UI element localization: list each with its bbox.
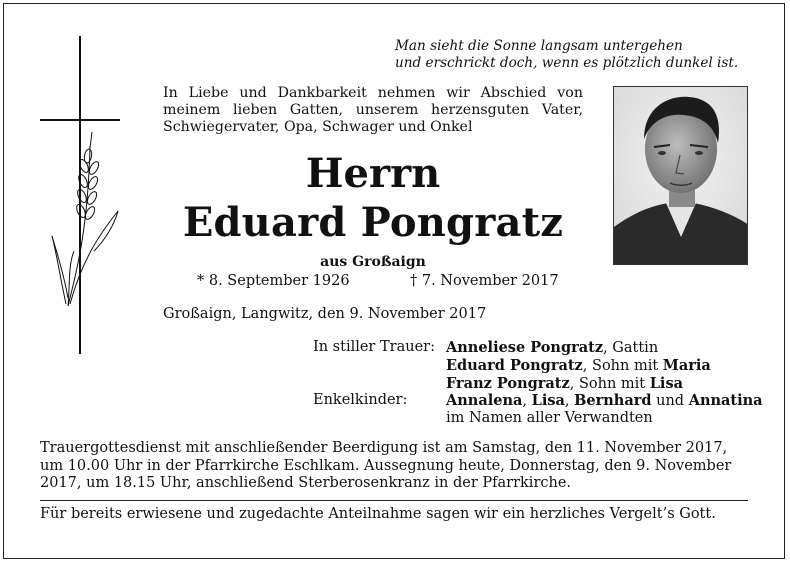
separator: und	[651, 393, 689, 409]
origin: aus Großaign	[320, 254, 426, 270]
motto-line-2: und erschrickt doch, wenn es plötzlich dunkel ist.	[395, 55, 739, 71]
portrait-icon	[614, 87, 748, 265]
mourner-partner: Lisa	[649, 375, 683, 392]
divider	[40, 500, 748, 501]
mourner-line-2	[446, 357, 711, 374]
cross-with-wheat-icon	[38, 36, 122, 356]
separator: ,	[522, 393, 532, 409]
grandchild-name: Annatina	[688, 392, 763, 409]
salutation: Herrn	[305, 150, 441, 197]
grandchild-name: Bernhard	[574, 392, 652, 409]
mourner-line-1	[446, 339, 658, 356]
service-details: Trauergottesdienst mit anschließender Beerdigung ist am Samstag, den 11. November 2017, um 10.00 Uhr in der Pfarrkirche Eschlkam. Aussegnung heute, Donnerstag, den 9. November 2017, um 18.15 Uhr, anschließend Sterberosenkranz in der Pfarrkirche.	[40, 440, 732, 492]
motto-line-1: Man sieht die Sonne langsam untergehen	[395, 38, 683, 54]
birth-date: * 8. September 1926	[197, 273, 350, 289]
mourner-name: Eduard Pongratz	[446, 357, 583, 374]
intro-text: In Liebe und Dankbarkeit nehmen wir Abschied von meinem lieben Gatten, unserem herzensguten Vater, Schwiegervater, Opa, Schwager und Onkel	[163, 85, 583, 135]
place-date: Großaign, Langwitz, den 9. November 2017	[163, 306, 487, 322]
mourner-partner: Maria	[662, 357, 711, 374]
separator: ,	[564, 393, 575, 409]
death-date: † 7. November 2017	[410, 273, 559, 289]
portrait-photo	[613, 86, 748, 265]
thanks-text: Für bereits erwiesene und zugedachte Anteilnahme sagen wir ein herzliches Vergelt’s Gott.	[40, 506, 716, 522]
mourner-relation: , Sohn mit	[582, 358, 663, 374]
deceased-name: Eduard Pongratz	[182, 199, 564, 246]
mourner-name: Anneliese Pongratz	[446, 339, 604, 356]
relatives-note: im Namen aller Verwandten	[446, 410, 653, 426]
mourner-relation: , Gattin	[603, 340, 659, 356]
mourner-name: Franz Pongratz	[446, 375, 570, 392]
mourner-relation: , Sohn mit	[569, 376, 650, 392]
mourner-line-3	[446, 375, 683, 392]
mourners-label: In stiller Trauer:	[313, 339, 435, 355]
grandchildren-names	[446, 392, 763, 409]
grandchildren-label: Enkelkinder:	[313, 392, 408, 408]
grandchild-name: Lisa	[531, 392, 565, 409]
motto	[395, 38, 738, 72]
grandchild-name: Annalena	[446, 392, 523, 409]
